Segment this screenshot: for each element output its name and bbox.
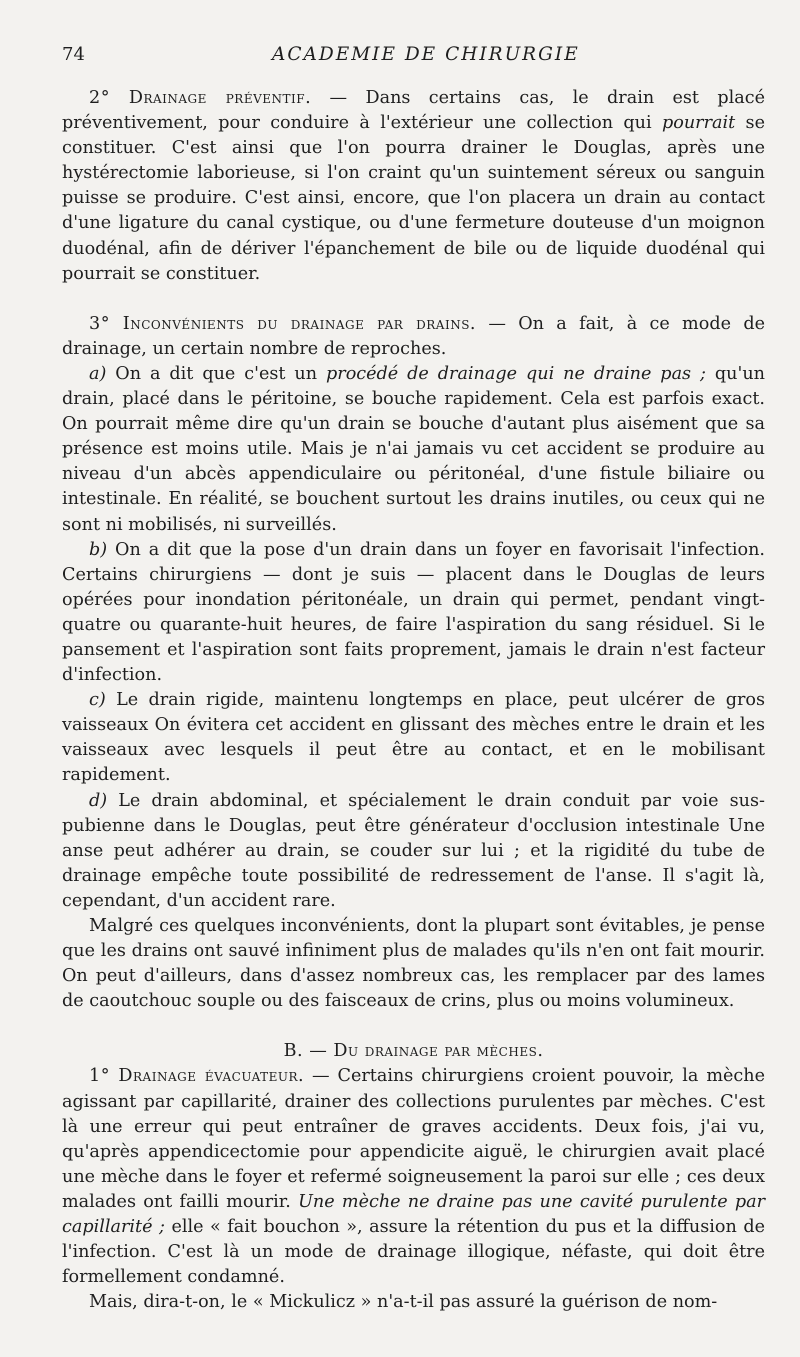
paragraph-drainage-preventif: 2° Drainage préventif. — Dans certains cas, le drain est placé préventivement, pour conduire à l'extérieur une collection qui pourrait se constituer. C'est ainsi que l'on pourra drainer le Douglas, après une hystérectomie laborieuse, si l'on craint qu'un suintement séreux ou sanguin puisse se produire. C'est ainsi, encore, que l'on placera un drain au contact d'une ligature du canal cystique, ou d'une fermeture douteuse d'un moignon duodénal, afin de dériver l'épanchement de bile ou de liquide duodénal qui pourrait se constituer. bbox=[62, 88, 765, 284]
section-heading-B: B. — Du drainage par mèches. bbox=[283, 1041, 544, 1062]
paragraph-inconvenients: 3° Inconvénients du drainage par drains. — On a fait, à ce mode de drainage, un certain nombre de reproches. bbox=[62, 313, 765, 359]
item-label-d: d) bbox=[89, 790, 108, 811]
page-number: 74 bbox=[62, 44, 85, 65]
body-text bbox=[62, 86, 765, 1315]
paragraph-item-d: d) Le drain abdominal, et spécialement le drain conduit par voie sus-pubienne dans le Douglas, peut être générateur d'occlusion intestinale Une anse peut adhérer au drain, se couder sur lui ; et la rigidité du tube de drainage empêche toute possibilité de redressement de l'anse. Il s'agit là, cependant, d'un accident rare. bbox=[62, 790, 765, 911]
paragraph-item-a: a) On a dit que c'est un procédé de drainage qui ne draine pas ; qu'un drain, placé dans le péritoine, se bouche rapidement. Cela est parfois exact. On pourrait même dire qu'un drain se bouche d'autant plus aisément que sa présence est moins utile. Mais je n'ai jamais vu cet accident se produire au niveau d'un abcès appendiculaire ou péritonéal, d'une fistule biliaire ou intestinale. En réalité, se bouchent surtout les drains inutiles, ou ceux qui ne sont ni mobilisés, ni surveillés. bbox=[62, 363, 766, 535]
paragraph-drainage-evacuateur: 1° Drainage évacuateur. — Certains chirurgiens croient pouvoir, la mèche agissant par capillarité, drainer des collections purulentes par mèches. C'est là une erreur qui peut entraîner de graves accidents. Deux fois, j'ai vu, qu'après appendicectomie pour appendicite aiguë, le chirurgien avait placé une mèche dans le foyer et refermé soigneusement la paroi sur elle ; ces deux malades ont failli mourir. Une mèche ne draine pas une cavité purulente par capillarité ; elle « fait bouchon », assure la rétention du pus et la diffusion de l'infection. C'est là un mode de drainage illogique, néfaste, qui doit être formellement condamné. bbox=[62, 1066, 766, 1288]
paragraph-conclusion: Malgré ces quelques inconvénients, dont la plupart sont évitables, je pense que les drains ont sauvé infiniment plus de malades qu'ils n'en ont fait mourir. On peut d'ailleurs, dans d'assez nombreux cas, les remplacer par des lames de caoutchouc souple ou des faisceaux de crins, plus ou moins volumineux. bbox=[62, 916, 765, 1012]
section-heading-drainage-preventif: 2° Drainage préventif. bbox=[89, 88, 312, 108]
page-header bbox=[62, 44, 760, 72]
paragraph-item-b: b) On a dit que la pose d'un drain dans un foyer en favorisait l'infection. Certains chirurgiens — dont je suis — placent dans le Douglas de leurs opérées pour inondation péritonéale, un drain qui permet, pendant vingt-quatre ou quarante-huit heures, de faire l'aspiration du sang résiduel. Si le pansement et l'aspiration sont faits proprement, jamais le drain n'est facteur d'infection. bbox=[62, 539, 765, 686]
paragraph-last-line: Mais, dira-t-on, le « Mickulicz » n'a-t-il pas assuré la guérison de nom- bbox=[89, 1292, 718, 1313]
item-label-a: a) bbox=[89, 363, 107, 384]
section-heading-drainage-evacuateur: 1° Drainage évacuateur. bbox=[89, 1066, 305, 1087]
item-label-c: c) bbox=[89, 690, 106, 711]
running-title: ACADEMIE DE CHIRURGIE bbox=[272, 44, 580, 65]
section-heading-inconvenients: 3° Inconvénients du drainage par drains. bbox=[89, 313, 477, 334]
item-label-b: b) bbox=[89, 539, 108, 560]
paragraph-item-c: c) Le drain rigide, maintenu longtemps en place, peut ulcérer de gros vaisseaux On évitera cet accident en glissant des mèches entre le drain et les vaisseaux avec lesquels il peut être au contact, et en le mobilisant rapidement. bbox=[62, 690, 765, 786]
